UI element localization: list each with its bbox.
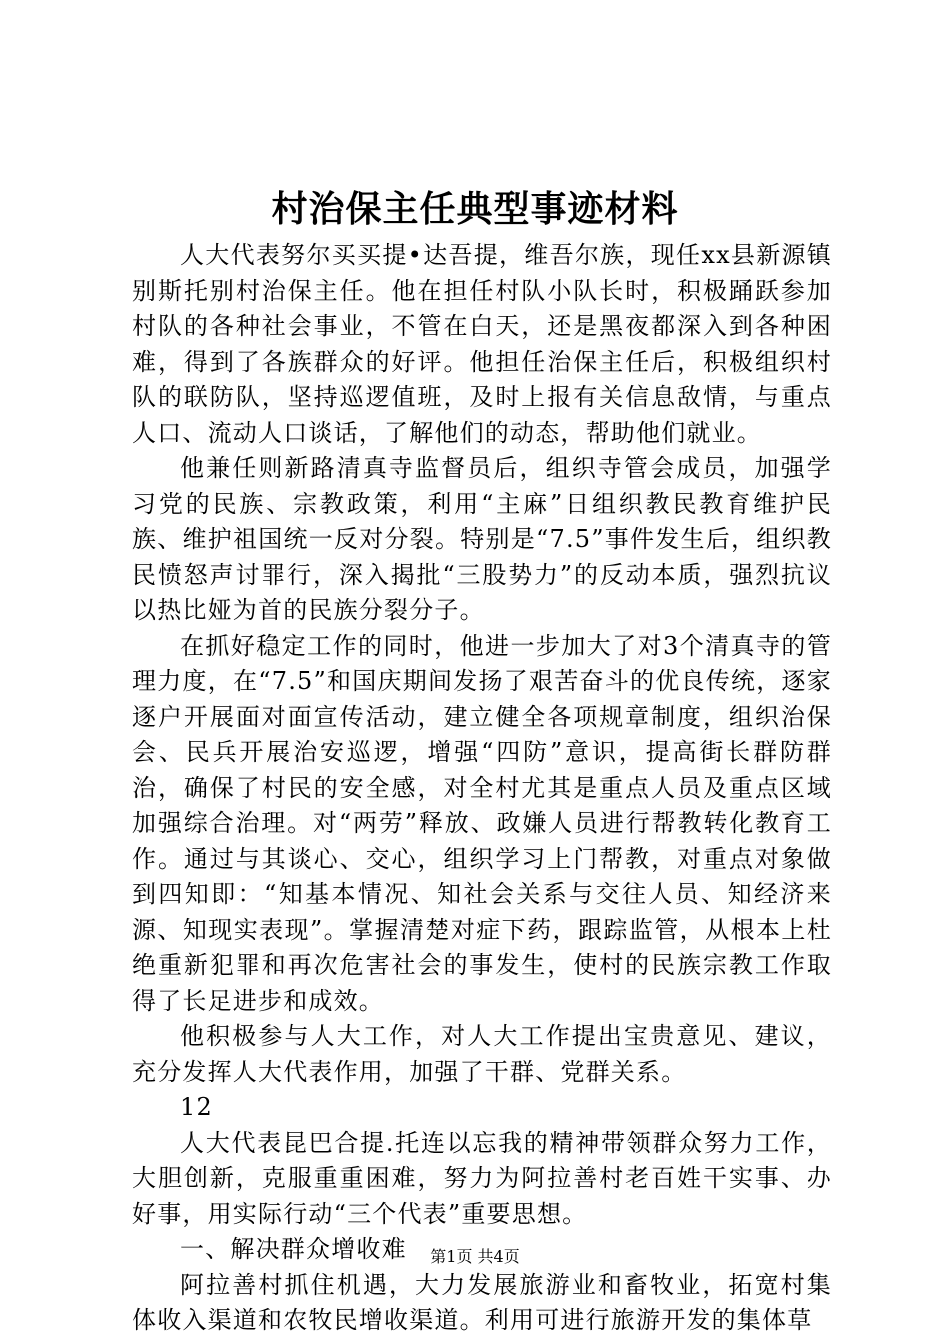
document-title: 村治保主任典型事迹材料 xyxy=(271,188,679,230)
paragraph: 12 xyxy=(180,1093,213,1121)
paragraph: 人大代表昆巴合提.托连以忘我的精神带领群众努力工作，大胆创新，克服重重困难，努力为阿拉善村老百姓干实事、办好事，用实际行动“三个代表”重要思想。 xyxy=(132,1128,832,1228)
paragraph: 人大代表努尔买买提•达吾提，维吾尔族，现任xx县新源镇别斯托别村治保主任。他在担任村队小队长时，积极踊跃参加村队的各种社会事业，不管在白天，还是黑夜都深入到各种困难，得到了各族群众的好评。他担任治保主任后，积极组织村队的联防队，坚持巡逻值班，及时上报有关信息敌情，与重点人口、流动人口谈话，了解他们的动态，帮助他们就业。 xyxy=(132,241,832,447)
section-heading: 一、解决群众增收难 xyxy=(180,1235,407,1263)
paragraph: 他积极参与人大工作，对人大工作提出宝贵意见、建议，充分发挥人大代表作用，加强了干群、党群关系。 xyxy=(132,1022,832,1086)
paragraph: 阿拉善村抓住机遇，大力发展旅游业和畜牧业，拓宽村集体收入渠道和农牧民增收渠道。利用可进行旅游开发的集体草 xyxy=(132,1270,832,1334)
page-number: 第1页 共4页 xyxy=(430,1247,520,1266)
paragraph: 在抓好稳定工作的同时，他进一步加大了对3个清真寺的管理力度，在“7.5”和国庆期间发扬了艰苦奋斗的优良传统，逐家逐户开展面对面宣传活动，建立健全各项规章制度，组织治保会、民兵开展治安巡逻，增强“四防”意识，提高街长群防群治，确保了村民的安全感，对全村尤其是重点人员及重点区域加强综合治理。对“两劳”释放、政嫌人员进行帮教转化教育工作。通过与其谈心、交心，组织学习上门帮教，对重点对象做到四知即：“知基本情况、知社会关系与交往人员、知经济来源、知现实表现”。掌握清楚对症下药，跟踪监管，从根本上杜绝重新犯罪和再次危害社会的事发生，使村的民族宗教工作取得了长足进步和成效。 xyxy=(132,631,832,1015)
paragraph: 他兼任则新路清真寺监督员后，组织寺管会成员，加强学习党的民族、宗教政策，利用“主麻”日组织教民教育维护民族、维护祖国统一反对分裂。特别是“7.5”事件发生后，组织教民愤怒声讨罪行，深入揭批“三股势力”的反动本质，强烈抗议以热比娅为首的民族分裂分子。 xyxy=(132,454,832,624)
document-body xyxy=(132,238,832,1339)
